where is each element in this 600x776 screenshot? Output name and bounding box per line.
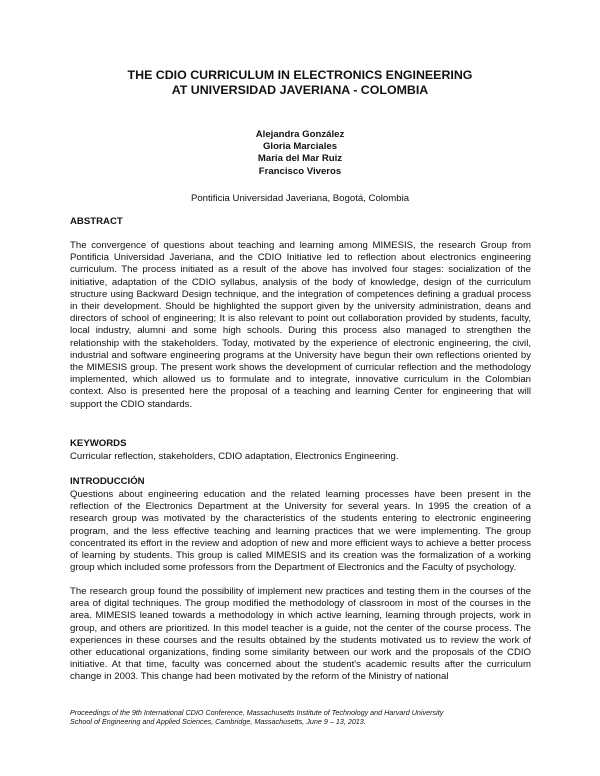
abstract-heading: ABSTRACT	[70, 216, 123, 227]
author-name: Gloria Marciales	[262, 141, 338, 153]
introduction-heading: INTRODUCCIÓN	[70, 476, 145, 487]
proceedings-footer	[70, 708, 540, 727]
title-line-2: AT UNIVERSIDAD JAVERIANA - COLOMBIA	[171, 83, 429, 97]
abstract-text: The convergence of questions about teaching and learning among MIMESIS, the research Group from Pontificia Universidad Javeriana, and the CDIO Initiative led to reflection about electronics engineering curriculum. The process initiated as a result of the above has involved four stages: socialization of the initiative, adaptation of the CDIO syllabus, analysis of the body of knowledge, design of the curriculum structure using Backward Design technique, and the integration of competences defining a gradual process in their development. Should be highlighted the support given by the university administration, deans and directors of school of engineering; It is also relevant to point out collaboration provided by students, faculty, local industry, alumni and some high schools. During this process also managed to strengthen the relationship with the stakeholders. Today, motivated by the experience of electronic engineering, the civil, industrial and software engineering programs at the University have begun their own reflections oriented by the MIMESIS group. The present work shows the development of curricular reflection and the methodology implemented, which allowed us to formulate and to integrate, innovative curriculum in the Colombian context. Also is presented here the proposal of a teaching and learning Center for engineering that will support the CDIO standards.	[70, 240, 531, 410]
title-line-1: THE CDIO CURRICULUM IN ELECTRONICS ENGINEERING	[127, 68, 473, 82]
keywords-heading: KEYWORDS	[70, 438, 127, 449]
keywords-text: Curricular reflection, stakeholders, CDIO adaptation, Electronics Engineering.	[70, 451, 399, 462]
affiliation: Pontificia Universidad Javeriana, Bogotá, Colombia	[190, 193, 410, 204]
author-name: Francisco Viveros	[258, 165, 342, 177]
author-name: Alejandra González	[255, 129, 345, 140]
introduction-paragraph-2: The research group found the possibility of implement new practices and testing them in the courses of the area of digital techniques. The group modified the methodology of classroom in most of the courses in the area. MIMESIS leaned towards a methodology in which active learning, learning through projects, work in group, and others are prioritized. In this model teacher is a guide, not the center of the course process. The experiences in these courses and the results obtained by the students motivated us to review the work of other educational organizations, finding some similarity between our work and the proposals of the CDIO initiative. At that time, faculty was concerned about the student's academic results after the curriculum change in 2003. This change had been motivated by the reform of the Ministry of national	[70, 586, 531, 683]
author-name: Maria del Mar Ruiz	[257, 153, 343, 165]
footer-line-2: School of Engineering and Applied Sciences, Cambridge, Massachusetts, June 9 – 13, 2013.	[70, 717, 366, 727]
introduction-paragraph-1: Questions about engineering education and the related learning processes have been present in the reflection of the Electronics Department at the University for several years. In 1995 the creation of a research group was motivated by the characteristics of the students entering to electronic engineering program, and the less effective teaching and learning practices that we were implementing. The group concentrated its effort in the review and adoption of new and more efficient ways to achieve a better process of learning by students. This group is called MIMESIS and its creation was the formalization of a working group which included some professors from the Department of Electronics and the Faculty of psychology.	[70, 489, 531, 574]
footer-line-1: Proceedings of the 9th International CDIO Conference, Massachusetts Institute of Technology and Harvard University	[70, 708, 444, 717]
author-list	[0, 129, 600, 178]
paper-title	[0, 68, 600, 98]
